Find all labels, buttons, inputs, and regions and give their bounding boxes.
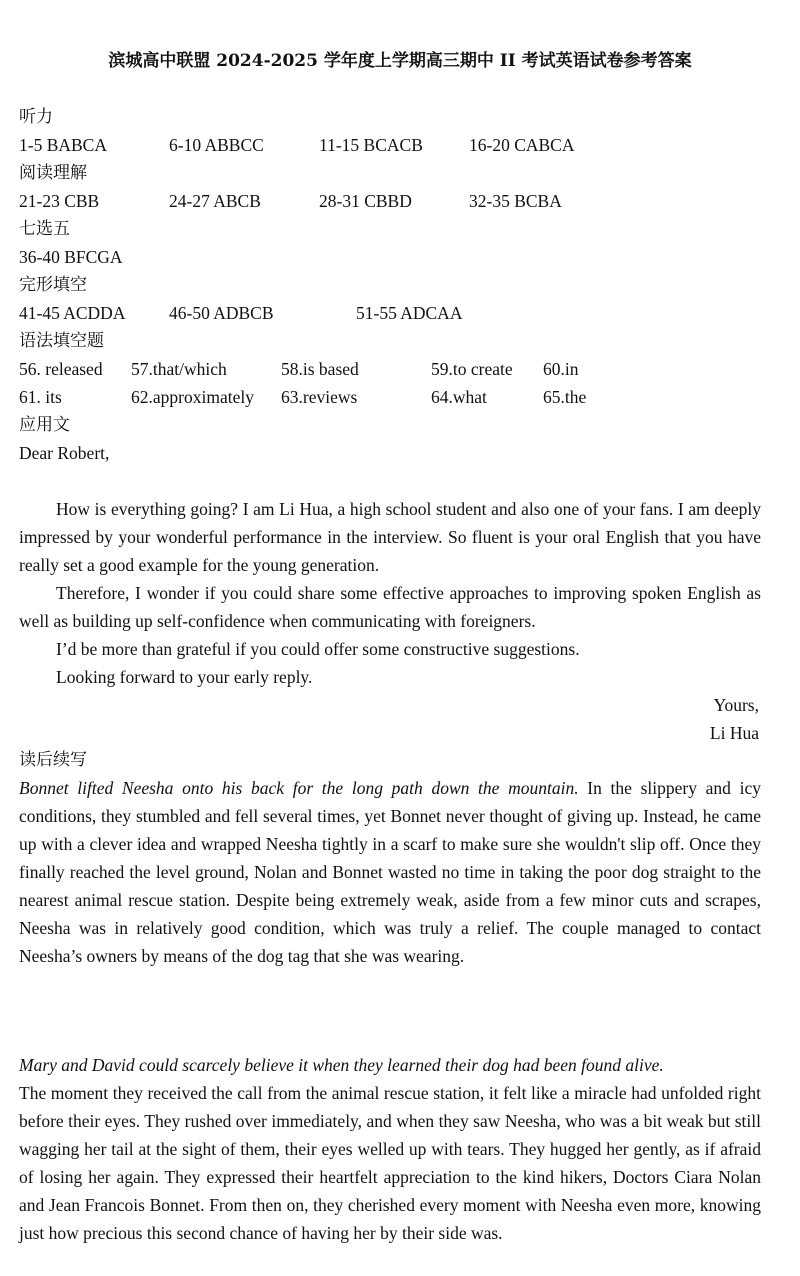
letter-paragraph: Looking forward to your early reply.	[56, 667, 313, 687]
letter-paragraph: Therefore, I wonder if you could share some effective approaches to improving spoken English as well as building up self-confidence when communicating with foreigners.	[19, 583, 761, 631]
grammar-answer: 65.the	[543, 387, 587, 407]
answer-group: 16-20 CABCA	[469, 135, 575, 155]
grammar-answers-row	[19, 383, 761, 411]
cloze-heading: 完形填空	[19, 275, 87, 295]
answer-group: 28-31 CBBD	[319, 191, 412, 211]
grammar-answer: 57.that/which	[131, 359, 227, 379]
letter-body	[19, 495, 761, 747]
seven-five-heading: 七选五	[19, 219, 70, 239]
grammar-answer: 62.approximately	[131, 387, 254, 407]
letter-paragraph: How is everything going? I am Li Hua, a high school student and also one of your fans. I am deeply impressed by your wonderful performance in the interview. So fluent is your oral English that you have really set a good example for the young generation.	[19, 499, 761, 575]
reading-heading: 阅读理解	[19, 163, 87, 183]
continuation-section	[19, 746, 761, 970]
continuation-part-2	[19, 1051, 761, 1247]
answer-group: 41-45 ACDDA	[19, 303, 126, 323]
letter-closing: Yours,	[713, 695, 759, 715]
writing-heading: 应用文	[19, 415, 70, 435]
answer-group: 11-15 BCACB	[319, 135, 423, 155]
continuation-paragraph-1	[19, 774, 761, 970]
answer-group: 24-27 ABCB	[169, 191, 261, 211]
page-title: 滨城高中联盟 2024-2025 学年度上学期高三期中 II 考试英语试卷参考答案	[108, 51, 692, 71]
answer-group: 46-50 ADBCB	[169, 303, 274, 323]
cloze-answers	[19, 299, 761, 327]
seven-five-answers	[19, 243, 761, 271]
continuation-lead-sentence-1: Bonnet lifted Neesha onto his back for the long path down the mountain.	[19, 778, 579, 798]
grammar-answer: 59.to create	[431, 359, 513, 379]
grammar-answers-row	[19, 355, 761, 383]
grammar-answer: 56. released	[19, 359, 103, 379]
letter-paragraph: I’d be more than grateful if you could offer some constructive suggestions.	[56, 639, 580, 659]
grammar-answer: 61. its	[19, 387, 62, 407]
reading-answers	[19, 187, 761, 215]
continuation-body-2: The moment they received the call from the animal rescue station, it felt like a miracle had unfolded right before their eyes. They rushed over immediately, and when they saw Neesha, who was a bit weak but still wagging her tail at the sight of them, their eyes welled up with tears. They hugged her gently, as if afraid of losing her again. They expressed their heartfelt appreciation to the kind hikers, Doctors Ciara Nolan and Jean Francois Bonnet. From then on, they cherished every moment with Neesha even more, knowing just how precious this second chance of having her by their side was.	[19, 1083, 761, 1243]
letter-salutation: Dear Robert,	[19, 443, 110, 463]
answer-group: 51-55 ADCAA	[356, 303, 463, 323]
grammar-heading: 语法填空题	[19, 331, 104, 351]
grammar-answer: 58.is based	[281, 359, 359, 379]
grammar-answer: 64.what	[431, 387, 487, 407]
listening-heading: 听力	[19, 107, 53, 127]
grammar-answer: 60.in	[543, 359, 579, 379]
listening-answers	[19, 131, 761, 159]
continuation-lead-sentence-2: Mary and David could scarcely believe it when they learned their dog had been found alive.	[19, 1055, 664, 1075]
continuation-heading: 读后续写	[19, 750, 87, 770]
answer-group: 6-10 ABBCC	[169, 135, 264, 155]
answer-group: 36-40 BFCGA	[19, 247, 123, 267]
answer-group: 32-35 BCBA	[469, 191, 562, 211]
continuation-body-1: In the slippery and icy conditions, they stumbled and fell several times, yet Bonnet never thought of giving up. Instead, he came up with a clever idea and wrapped Neesha tightly in a scarf to make sure she wouldn't slip off. Once they finally reached the level ground, Nolan and Bonnet wasted no time in taking the poor dog straight to the nearest animal rescue station. Despite being extremely weak, aside from a few minor cuts and scrapes, Neesha was in relatively good condition, which was truly a relief. The couple managed to contact Neesha’s owners by means of the dog tag that she was wearing.	[19, 778, 761, 966]
answer-group: 21-23 CBB	[19, 191, 100, 211]
answer-group: 1-5 BABCA	[19, 135, 107, 155]
answers-section	[19, 103, 761, 467]
letter-signature: Li Hua	[709, 723, 759, 743]
grammar-answer: 63.reviews	[281, 387, 358, 407]
